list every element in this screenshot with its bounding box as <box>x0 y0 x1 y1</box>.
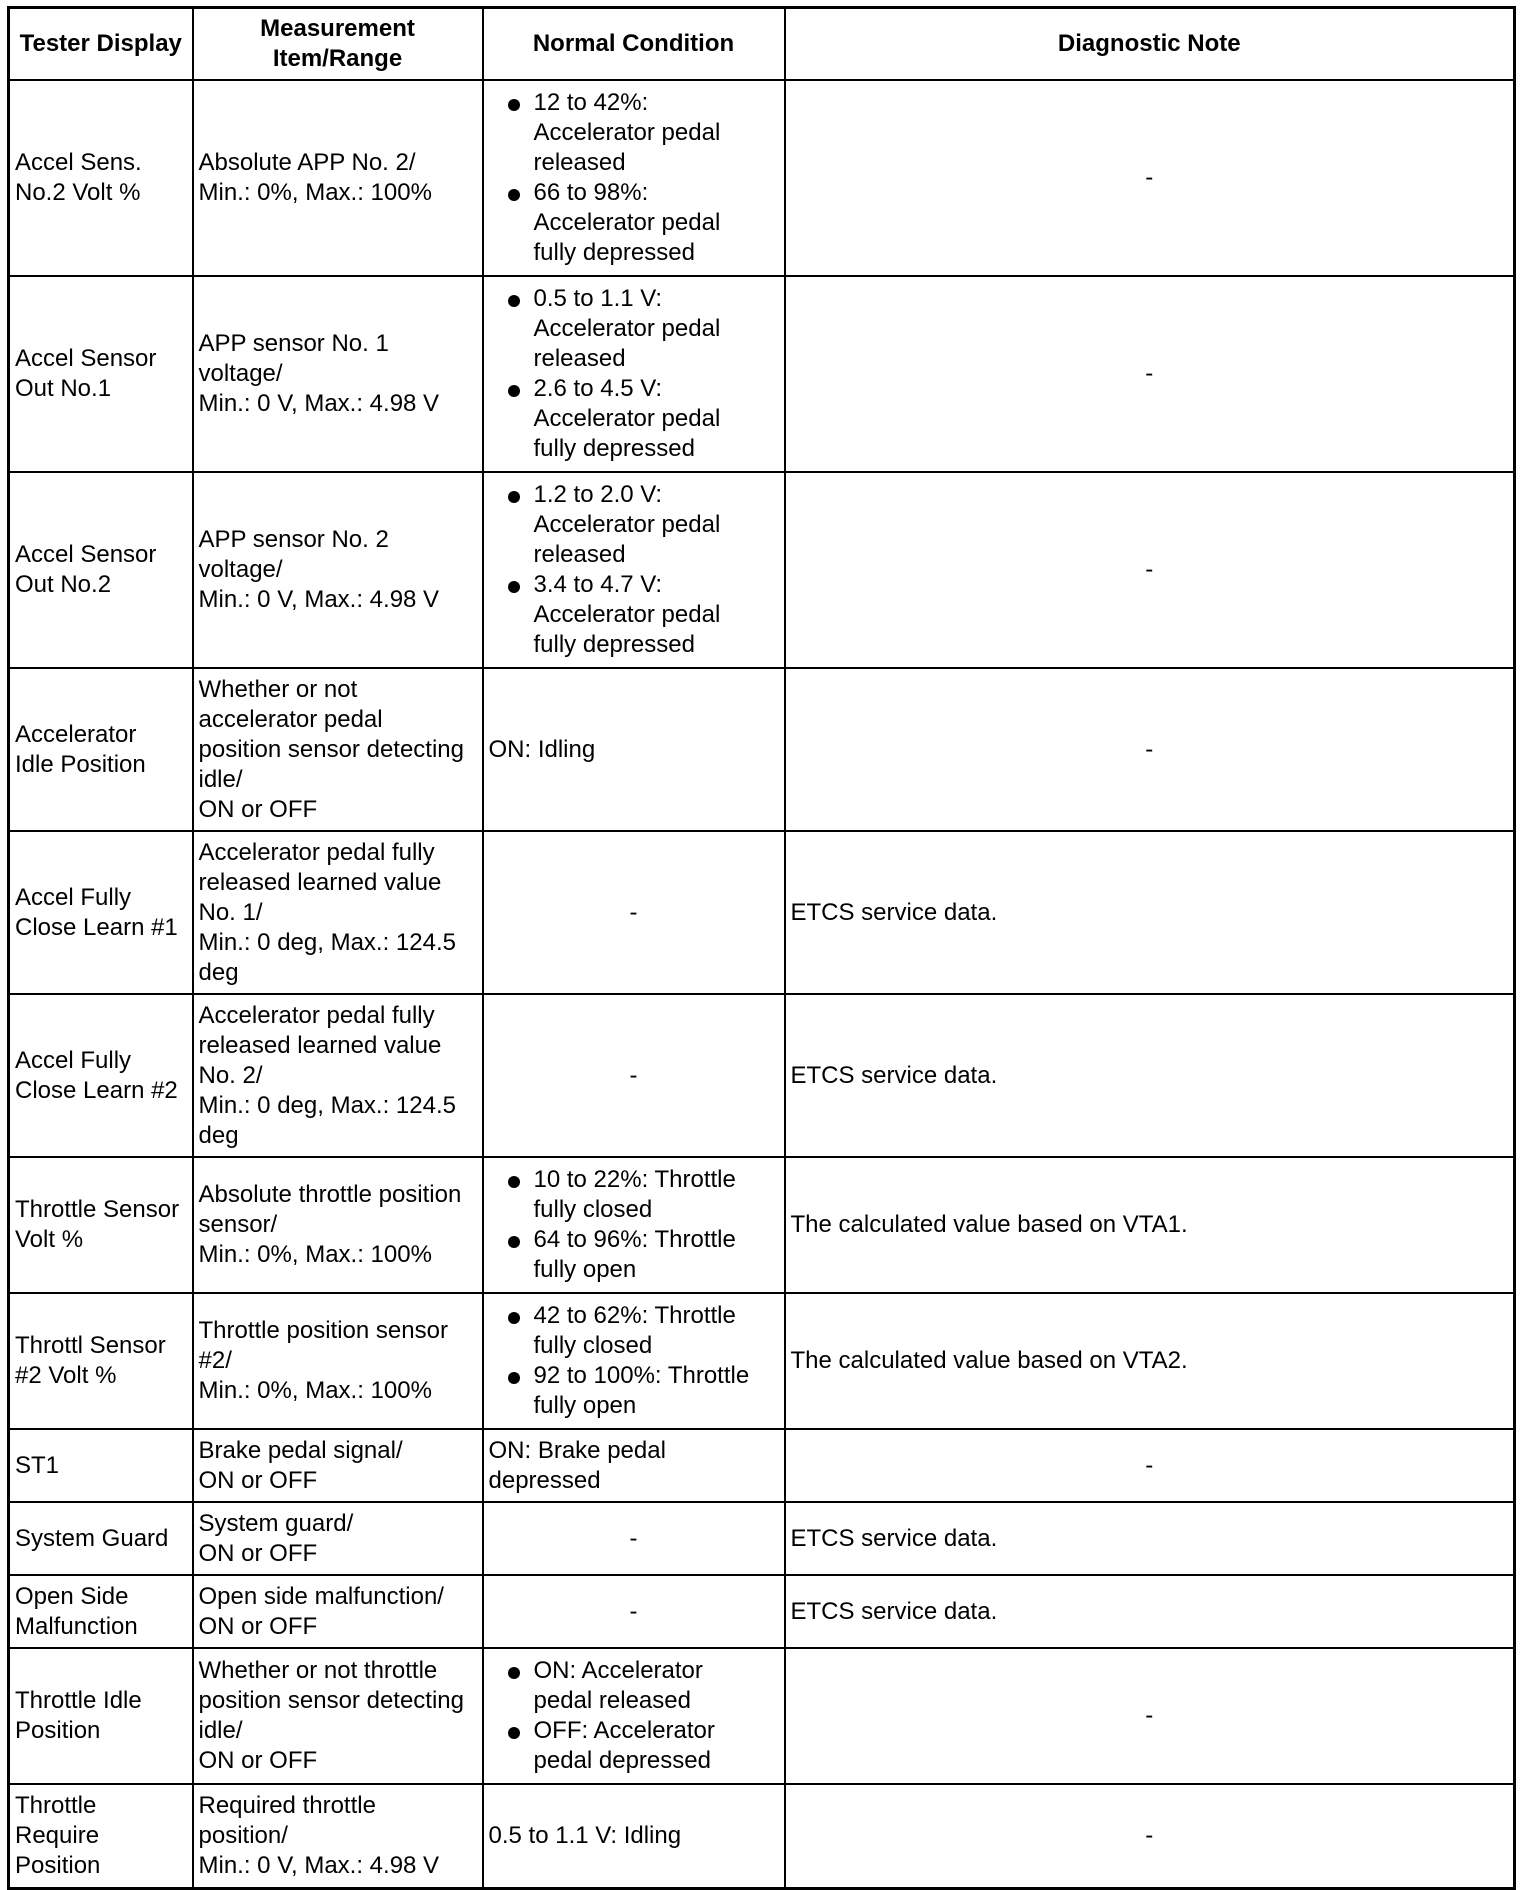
diagnostic-note-cell: - <box>785 472 1515 668</box>
table-row <box>9 1502 1515 1575</box>
measurement-cell: Absolute throttle position sensor/ Min.: 0%, Max.: 100% <box>193 1157 483 1293</box>
condition-item: 3.4 to 4.7 V: Accelerator pedal fully depressed <box>489 570 779 660</box>
table-header-row <box>9 8 1515 81</box>
normal-condition-cell <box>483 1648 785 1784</box>
diagnostic-note-cell: - <box>785 80 1515 276</box>
normal-condition-cell: 0.5 to 1.1 V: Idling <box>483 1784 785 1888</box>
tester-display-cell: Accel Fully Close Learn #1 <box>9 831 193 994</box>
condition-list <box>489 1656 779 1776</box>
table-row <box>9 668 1515 831</box>
tester-display-cell: System Guard <box>9 1502 193 1575</box>
condition-list <box>489 284 779 464</box>
diagnostic-note-cell: ETCS service data. <box>785 831 1515 994</box>
measurement-cell: Absolute APP No. 2/ Min.: 0%, Max.: 100% <box>193 80 483 276</box>
diagnostic-note-cell: ETCS service data. <box>785 994 1515 1157</box>
table-row <box>9 276 1515 472</box>
normal-condition-cell <box>483 276 785 472</box>
normal-condition-cell: - <box>483 994 785 1157</box>
diagnostic-note-cell: - <box>785 1648 1515 1784</box>
header-normal-condition: Normal Condition <box>483 8 785 81</box>
header-measurement-item-range: Measurement Item/Range <box>193 8 483 81</box>
table-row <box>9 1293 1515 1429</box>
measurement-cell: Whether or not throttle position sensor detecting idle/ ON or OFF <box>193 1648 483 1784</box>
tester-display-cell: Accel Fully Close Learn #2 <box>9 994 193 1157</box>
condition-item: 42 to 62%: Throttle fully closed <box>489 1301 779 1361</box>
condition-item: OFF: Accelerator pedal depressed <box>489 1716 779 1776</box>
header-diagnostic-note: Diagnostic Note <box>785 8 1515 81</box>
measurement-cell: System guard/ ON or OFF <box>193 1502 483 1575</box>
measurement-cell: Whether or not accelerator pedal position sensor detecting idle/ ON or OFF <box>193 668 483 831</box>
measurement-cell: Accelerator pedal fully released learned value No. 2/ Min.: 0 deg, Max.: 124.5 deg <box>193 994 483 1157</box>
normal-condition-cell <box>483 80 785 276</box>
measurement-cell: Throttle position sensor #2/ Min.: 0%, Max.: 100% <box>193 1293 483 1429</box>
measurement-cell: Accelerator pedal fully released learned value No. 1/ Min.: 0 deg, Max.: 124.5 deg <box>193 831 483 994</box>
table-row <box>9 1648 1515 1784</box>
tester-display-cell: Accel Sensor Out No.1 <box>9 276 193 472</box>
table-row <box>9 1429 1515 1502</box>
condition-item: 2.6 to 4.5 V: Accelerator pedal fully depressed <box>489 374 779 464</box>
table-row <box>9 1784 1515 1888</box>
measurement-cell: APP sensor No. 2 voltage/ Min.: 0 V, Max.: 4.98 V <box>193 472 483 668</box>
diagnostic-note-cell: The calculated value based on VTA1. <box>785 1157 1515 1293</box>
tester-display-cell: Throttl Sensor #2 Volt % <box>9 1293 193 1429</box>
table-row <box>9 472 1515 668</box>
normal-condition-cell: ON: Idling <box>483 668 785 831</box>
header-tester-display: Tester Display <box>9 8 193 81</box>
table-row <box>9 80 1515 276</box>
diagnostic-note-cell: The calculated value based on VTA2. <box>785 1293 1515 1429</box>
diagnostic-note-cell: - <box>785 276 1515 472</box>
measurement-cell: Open side malfunction/ ON or OFF <box>193 1575 483 1648</box>
condition-item: 10 to 22%: Throttle fully closed <box>489 1165 779 1225</box>
tester-display-cell: Throttle Sensor Volt % <box>9 1157 193 1293</box>
table-row <box>9 1157 1515 1293</box>
normal-condition-cell: - <box>483 1575 785 1648</box>
diagnostic-note-cell: ETCS service data. <box>785 1502 1515 1575</box>
diagnostic-data-table <box>7 6 1516 1890</box>
diagnostic-note-cell: - <box>785 1784 1515 1888</box>
diagnostic-note-cell: ETCS service data. <box>785 1575 1515 1648</box>
tester-display-cell: Accel Sens. No.2 Volt % <box>9 80 193 276</box>
condition-list <box>489 88 779 268</box>
condition-item: 1.2 to 2.0 V: Accelerator pedal released <box>489 480 779 570</box>
condition-item: 66 to 98%: Accelerator pedal fully depressed <box>489 178 779 268</box>
measurement-cell: Brake pedal signal/ ON or OFF <box>193 1429 483 1502</box>
tester-display-cell: Open Side Malfunction <box>9 1575 193 1648</box>
condition-item: 64 to 96%: Throttle fully open <box>489 1225 779 1285</box>
tester-display-cell: ST1 <box>9 1429 193 1502</box>
condition-list <box>489 1165 779 1285</box>
tester-display-cell: Accelerator Idle Position <box>9 668 193 831</box>
condition-item: 0.5 to 1.1 V: Accelerator pedal released <box>489 284 779 374</box>
table-row <box>9 994 1515 1157</box>
table-row <box>9 831 1515 994</box>
condition-list <box>489 480 779 660</box>
normal-condition-cell: - <box>483 1502 785 1575</box>
condition-list <box>489 1301 779 1421</box>
normal-condition-cell: - <box>483 831 785 994</box>
measurement-cell: APP sensor No. 1 voltage/ Min.: 0 V, Max.: 4.98 V <box>193 276 483 472</box>
condition-item: ON: Accelerator pedal released <box>489 1656 779 1716</box>
normal-condition-cell: ON: Brake pedal depressed <box>483 1429 785 1502</box>
tester-display-cell: Throttle Idle Position <box>9 1648 193 1784</box>
diagnostic-note-cell: - <box>785 668 1515 831</box>
diagnostic-note-cell: - <box>785 1429 1515 1502</box>
condition-item: 92 to 100%: Throttle fully open <box>489 1361 779 1421</box>
normal-condition-cell <box>483 1157 785 1293</box>
table-row <box>9 1575 1515 1648</box>
normal-condition-cell <box>483 472 785 668</box>
measurement-cell: Required throttle position/ Min.: 0 V, Max.: 4.98 V <box>193 1784 483 1888</box>
tester-display-cell: Throttle Require Position <box>9 1784 193 1888</box>
normal-condition-cell <box>483 1293 785 1429</box>
condition-item: 12 to 42%: Accelerator pedal released <box>489 88 779 178</box>
tester-display-cell: Accel Sensor Out No.2 <box>9 472 193 668</box>
